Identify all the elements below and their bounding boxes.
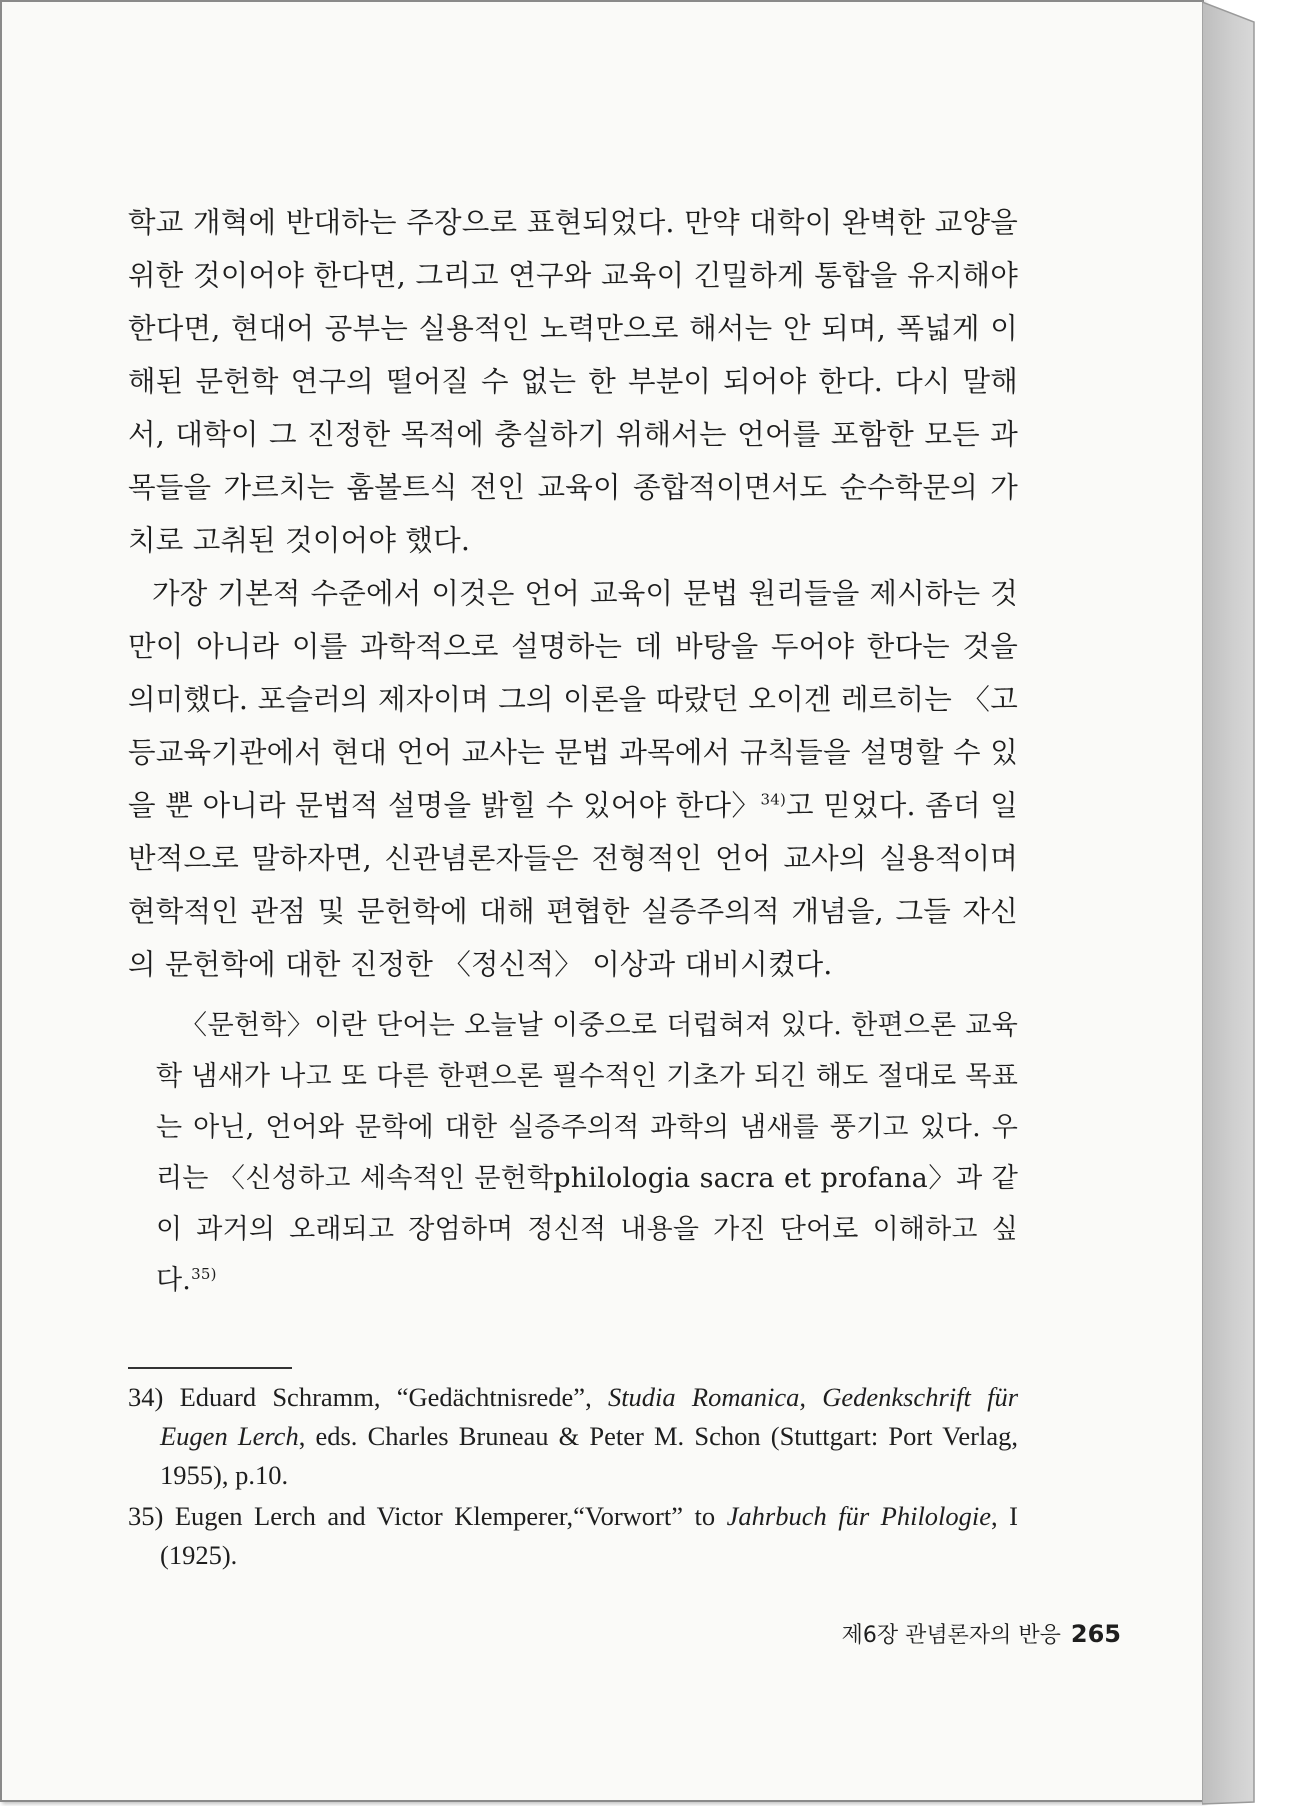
footnote-number: 34) <box>128 1382 164 1412</box>
footnotes <box>128 1378 1018 1577</box>
footnote-text: , I (1925). <box>160 1501 1019 1570</box>
footnote-separator <box>128 1367 292 1369</box>
paragraph-2 <box>128 567 1018 991</box>
footnote-34 <box>128 1378 1018 1495</box>
footnote-text: Eduard Schramm, “Gedächtnisrede”, <box>179 1382 608 1412</box>
paragraph-2-text: 가장 기본적 수준에서 이것은 언어 교육이 문법 원리들을 제시하는 것만이 아니라 이를 과학적으로 설명하는 데 바탕을 두어야 한다는 것을 의미했다. 포슬러의 제자이며 그의 이론을 따랐던 오이겐 레르히는 〈고등교육기관에서 현대 언어 교사는 문법 과목에서 규칙들을 설명할 수 있을 뿐 아니라 문법적 설명을 밝힐 수 있어야 한다〉 <box>128 577 1018 822</box>
footnote-35 <box>128 1497 1018 1575</box>
footnote-text: Eugen Lerch and Victor Klemperer,“Vorwort” to <box>174 1501 727 1531</box>
footnote-ref-35: 35) <box>191 1265 217 1283</box>
book-spine <box>1202 0 1306 1806</box>
block-quote <box>156 1000 1018 1306</box>
chapter-title: 제6장 관념론자의 반응 <box>841 1623 1061 1648</box>
footnote-title: Jahrbuch für Philologie <box>726 1501 992 1531</box>
footnote-text: , eds. Charles Bruneau & Peter M. Schon (Stuttgart: Port Verlag, 1955), p.10. <box>160 1421 1018 1490</box>
body-text <box>128 196 1018 991</box>
footnote-ref-34: 34) <box>760 790 787 809</box>
paragraph-1: 학교 개혁에 반대하는 주장으로 표현되었다. 만약 대학이 완벽한 교양을 위한 것이어야 한다면, 그리고 연구와 교육이 긴밀하게 통합을 유지해야 한다면, 현대어 공부는 실용적인 노력만으로 해서는 안 되며, 폭넓게 이해된 문헌학 연구의 떨어질 수 없는 한 부분이 되어야 한다. 다시 말해서, 대학이 그 진정한 목적에 충실하기 위해서는 언어를 포함한 모든 과목들을 가르치는 훔볼트식 전인 교육이 종합적이면서도 순수학문의 가치로 고취된 것이어야 했다. <box>128 206 1018 557</box>
block-quote-text: 〈문헌학〉이란 단어는 오늘날 이중으로 더럽혀져 있다. 한편으론 교육학 냄새가 나고 또 다른 한편으론 필수적인 기초가 되긴 해도 절대로 목표는 아닌, 언어와 문학에 대한 실증주의적 과학의 냄새를 풍기고 있다. 우리는 〈신성하고 세속적인 문헌학philologia sacra et profana〉과 같이 과거의 오래되고 장엄하며 정신적 내용을 가진 단어로 이해하고 싶다. <box>156 1010 1018 1296</box>
footnote-number: 35) <box>128 1501 164 1531</box>
paragraph-2-text-cont: 고 믿었다. 좀더 일반적으로 말하자면, 신관념론자들은 전형적인 언어 교사의 실용적이며 현학적인 관점 및 문헌학에 대해 편협한 실증주의적 개념을, 그들 자신의 문헌학에 대한 진정한 〈정신적〉 이상과 대비시켰다. <box>128 789 1019 981</box>
page-number: 265 <box>1070 1620 1121 1648</box>
running-footer <box>842 1618 1121 1649</box>
footnote-title: Studia Romanica, Gedenkschrift für Eugen Lerch <box>160 1382 1019 1451</box>
